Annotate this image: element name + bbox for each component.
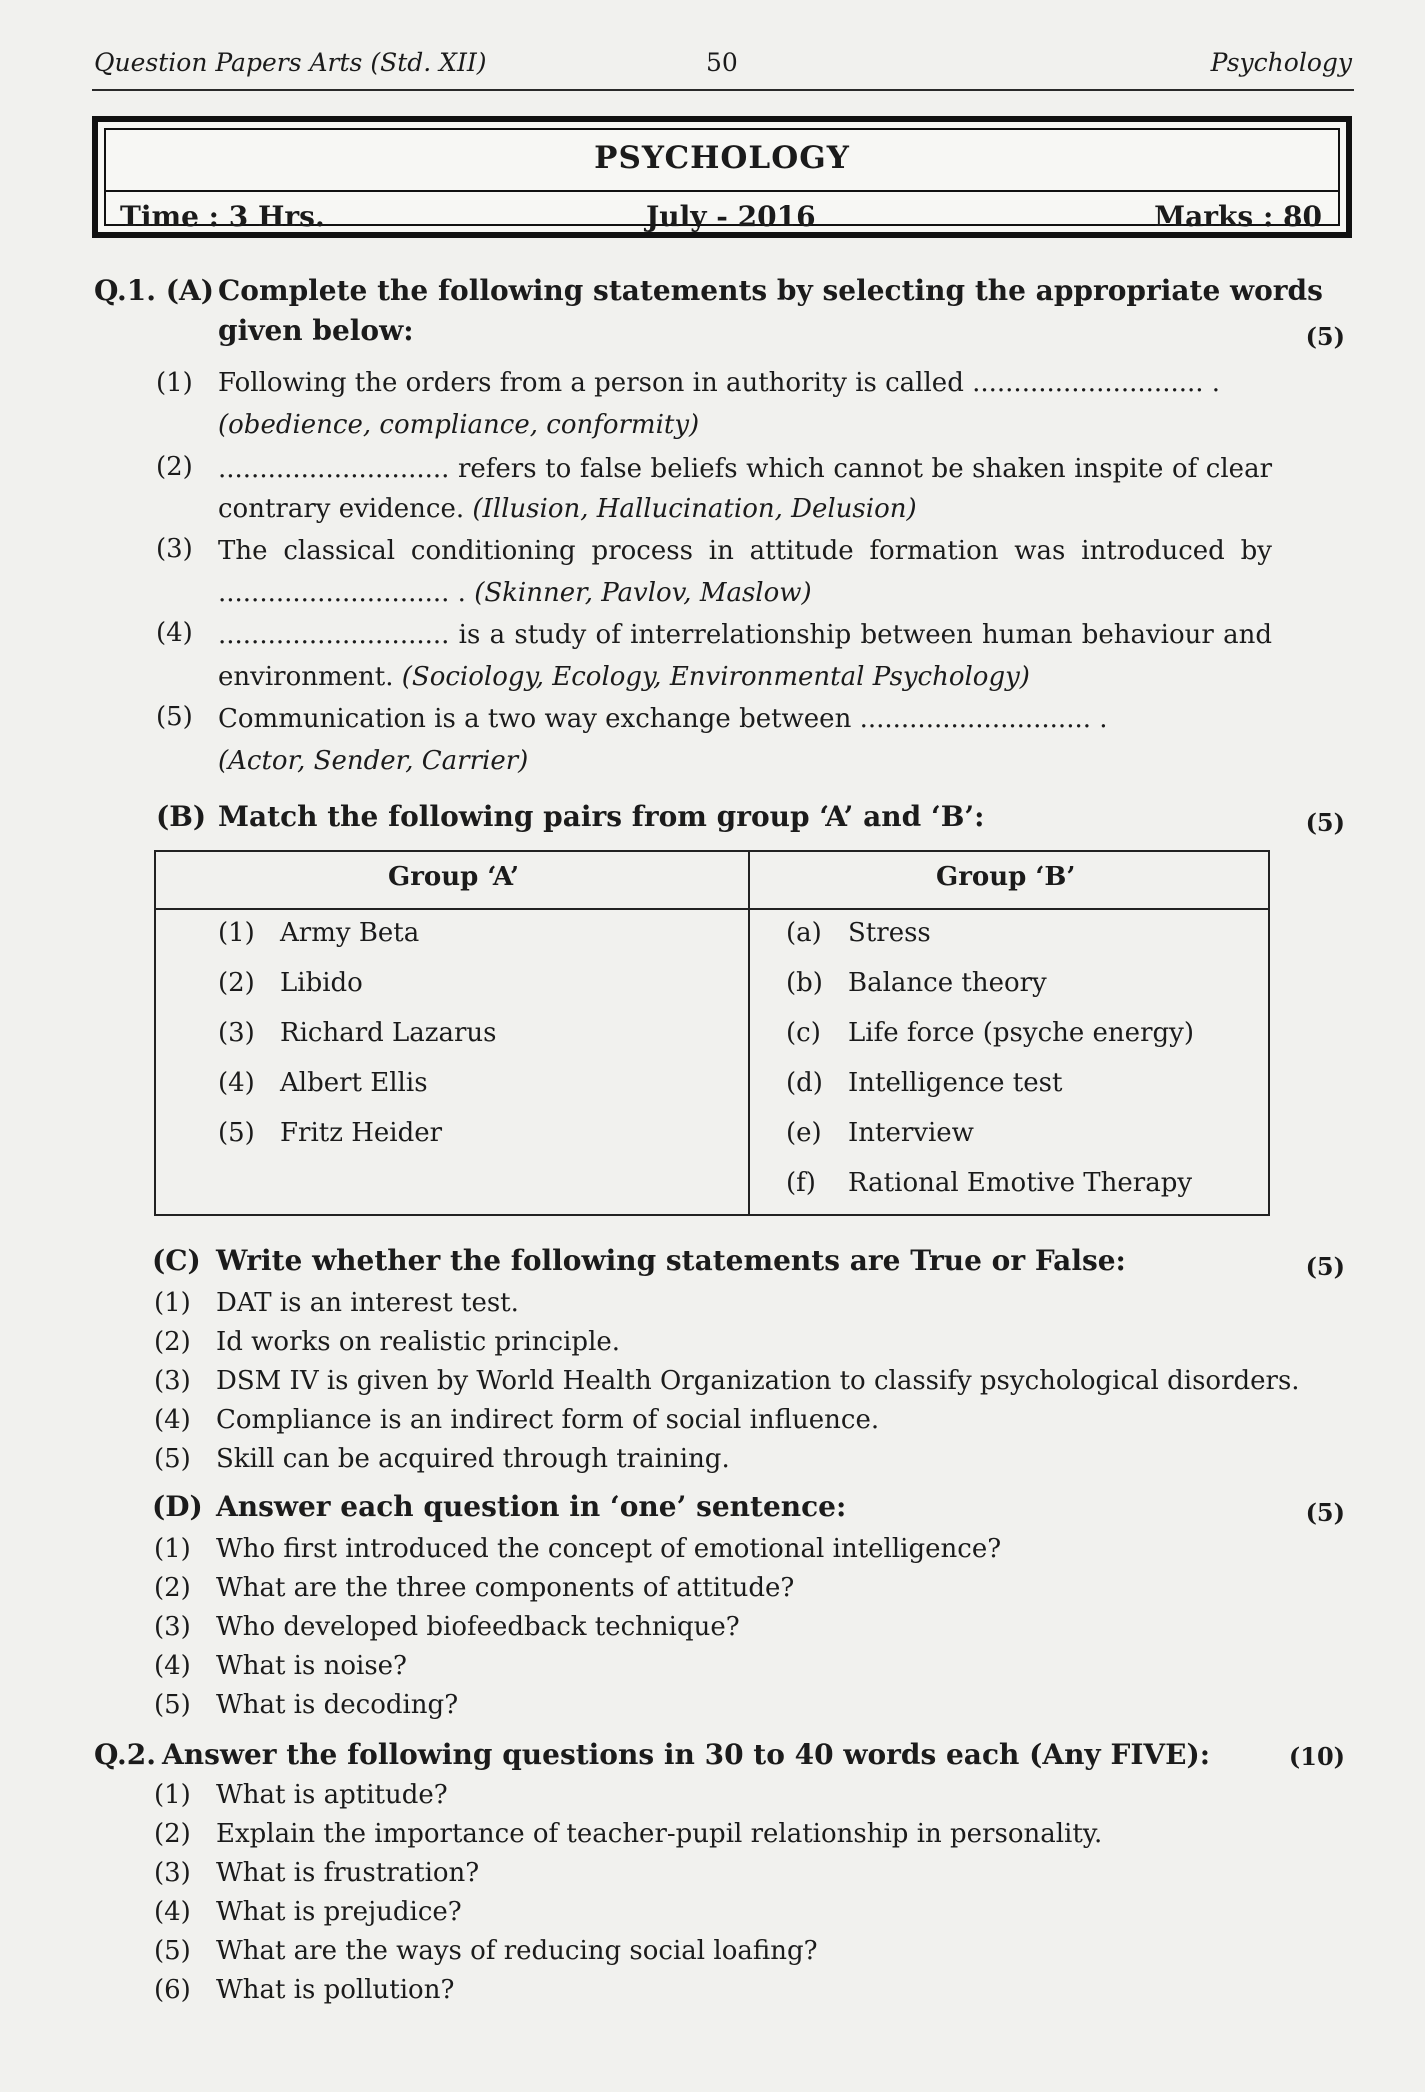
q1a-item-options: (Sociology, Ecology, Environmental Psychology) (401, 662, 1030, 692)
q1d-item-text: What are the three components of attitude? (216, 1573, 795, 1603)
q2-heading: Answer the following questions in 30 to 40 words each (Any FIVE): (162, 1738, 1211, 1771)
group-a-item: Albert Ellis (280, 1068, 428, 1098)
q1c-label: (C) (152, 1244, 201, 1277)
q1a-item-options: (Actor, Sender, Carrier) (218, 746, 529, 776)
group-b-item: Life force (psyche energy) (848, 1018, 1194, 1048)
group-b-num: (f) (786, 1168, 816, 1198)
q2-marks: (10) (1288, 1742, 1345, 1771)
q1d-item-text: What is noise? (216, 1651, 407, 1681)
group-b-item: Balance theory (848, 968, 1047, 998)
q1a-item-text-cont (218, 660, 1030, 694)
q1a-item-options: (obedience, compliance, conformity) (218, 410, 700, 440)
group-a-header: Group ‘A’ (388, 862, 519, 892)
q1c-item-text: DSM IV is given by World Health Organization to classify psychological disorders. (216, 1366, 1300, 1396)
q1d-item-num: (5) (154, 1690, 191, 1720)
exam-date: July - 2016 (646, 200, 816, 233)
q1a-item-text-cont (218, 492, 917, 526)
q1a-label: Q.1. (A) (94, 274, 214, 307)
q1a-item-text: Communication is a two way exchange between ............................ . (218, 704, 1108, 734)
q2-item-num: (2) (154, 1819, 191, 1849)
group-b-num: (b) (786, 968, 823, 998)
q2-item-num: (4) (154, 1897, 191, 1927)
q1a-item-line2: environment. (218, 662, 394, 692)
group-b-item: Intelligence test (848, 1068, 1063, 1098)
q1c-item-text: Compliance is an indirect form of social influence. (216, 1405, 880, 1435)
q1d-item-text: What is decoding? (216, 1690, 459, 1720)
group-a-item: Libido (280, 968, 363, 998)
match-table-header-rule (156, 908, 1268, 910)
q2-item-text: What is prejudice? (216, 1897, 462, 1927)
q1a-item-line2: ............................ . (218, 578, 466, 608)
q1d-item-text: Who developed biofeedback technique? (216, 1612, 740, 1642)
q1a-item-text: Following the orders from a person in authority is called ............................ . (218, 368, 1221, 398)
q1c-item-num: (4) (154, 1405, 191, 1435)
q1c-marks: (5) (1305, 1252, 1345, 1281)
match-table (154, 850, 1270, 1216)
q2-item-text: What are the ways of reducing social loafing? (216, 1936, 818, 1966)
group-b-item: Interview (848, 1118, 974, 1148)
group-b-item: Stress (848, 918, 931, 948)
group-a-num: (1) (218, 918, 255, 948)
group-a-num: (3) (218, 1018, 255, 1048)
q1c-item-num: (3) (154, 1366, 191, 1396)
header-rule (92, 89, 1354, 91)
q2-label: Q.2. (94, 1738, 156, 1771)
group-b-num: (d) (786, 1068, 823, 1098)
q1b-label: (B) (156, 800, 207, 833)
q1a-item-options: (Skinner, Pavlov, Maslow) (474, 578, 812, 608)
q1a-item-num: (3) (156, 534, 193, 564)
q1d-item-text: Who first introduced the concept of emotional intelligence? (216, 1534, 1002, 1564)
q1d-heading: Answer each question in ‘one’ sentence: (216, 1490, 847, 1523)
q2-item-text: What is frustration? (216, 1858, 480, 1888)
group-b-num: (e) (786, 1118, 822, 1148)
q2-item-num: (6) (154, 1975, 191, 2005)
q1c-item-text: Skill can be acquired through training. (216, 1444, 730, 1474)
q1a-item-text: ............................ is a study of interrelationship between human behaviour and (218, 620, 1272, 650)
group-a-num: (2) (218, 968, 255, 998)
q2-item-num: (5) (154, 1936, 191, 1966)
group-a-num: (4) (218, 1068, 255, 1098)
q2-item-num: (1) (154, 1780, 191, 1810)
running-header-right: Psychology (1210, 48, 1352, 77)
group-b-num: (c) (786, 1018, 821, 1048)
q1a-item-num: (4) (156, 618, 193, 648)
q1a-item-num: (1) (156, 368, 193, 398)
title-box-divider (106, 190, 1338, 192)
q1a-heading-line1: Complete the following statements by selecting the appropriate words (218, 274, 1323, 307)
q1b-marks: (5) (1305, 808, 1345, 837)
q1d-item-num: (1) (154, 1534, 191, 1564)
q1a-item-text: The classical conditioning process in attitude formation was introduced by (218, 536, 1272, 566)
time-label: Time : 3 Hrs. (120, 200, 325, 233)
title-box (92, 116, 1352, 238)
q1d-marks: (5) (1305, 1498, 1345, 1527)
q1a-item-line2: contrary evidence. (218, 494, 465, 524)
match-table-divider (748, 852, 750, 1214)
page-number: 50 (706, 48, 738, 77)
q1c-heading: Write whether the following statements are True or False: (216, 1244, 1126, 1277)
q1a-item-options: (Illusion, Hallucination, Delusion) (472, 494, 917, 524)
q1c-item-text: Id works on realistic principle. (216, 1327, 621, 1357)
q1c-item-num: (1) (154, 1288, 191, 1318)
q1d-item-num: (4) (154, 1651, 191, 1681)
paper-title: PSYCHOLOGY (594, 140, 850, 176)
group-b-header: Group ‘B’ (936, 862, 1076, 892)
group-a-item: Army Beta (280, 918, 420, 948)
group-b-item: Rational Emotive Therapy (848, 1168, 1193, 1198)
q1a-item-num: (2) (156, 452, 193, 482)
q2-item-num: (3) (154, 1858, 191, 1888)
group-b-num: (a) (786, 918, 822, 948)
q1c-item-num: (5) (154, 1444, 191, 1474)
group-a-num: (5) (218, 1118, 255, 1148)
marks-label: Marks : 80 (1154, 200, 1322, 233)
q1a-item-num: (5) (156, 702, 193, 732)
q2-item-text: What is aptitude? (216, 1780, 448, 1810)
q1c-item-num: (2) (154, 1327, 191, 1357)
group-a-item: Fritz Heider (280, 1118, 443, 1148)
q2-item-text: Explain the importance of teacher-pupil relationship in personality. (216, 1819, 1103, 1849)
q1d-label: (D) (152, 1490, 203, 1523)
q1a-item-text-cont (218, 576, 812, 610)
group-a-item: Richard Lazarus (280, 1018, 497, 1048)
q1c-item-text: DAT is an interest test. (216, 1288, 519, 1318)
q1a-item-text: ............................ refers to false beliefs which cannot be shaken inspite of clear (218, 454, 1272, 484)
running-header-left: Question Papers Arts (Std. XII) (94, 48, 487, 77)
q1b-heading: Match the following pairs from group ‘A’ and ‘B’: (218, 800, 985, 833)
q2-item-text: What is pollution? (216, 1975, 455, 2005)
q1a-heading-line2: given below: (218, 314, 414, 347)
q1d-item-num: (3) (154, 1612, 191, 1642)
q1a-marks: (5) (1305, 322, 1345, 351)
q1d-item-num: (2) (154, 1573, 191, 1603)
